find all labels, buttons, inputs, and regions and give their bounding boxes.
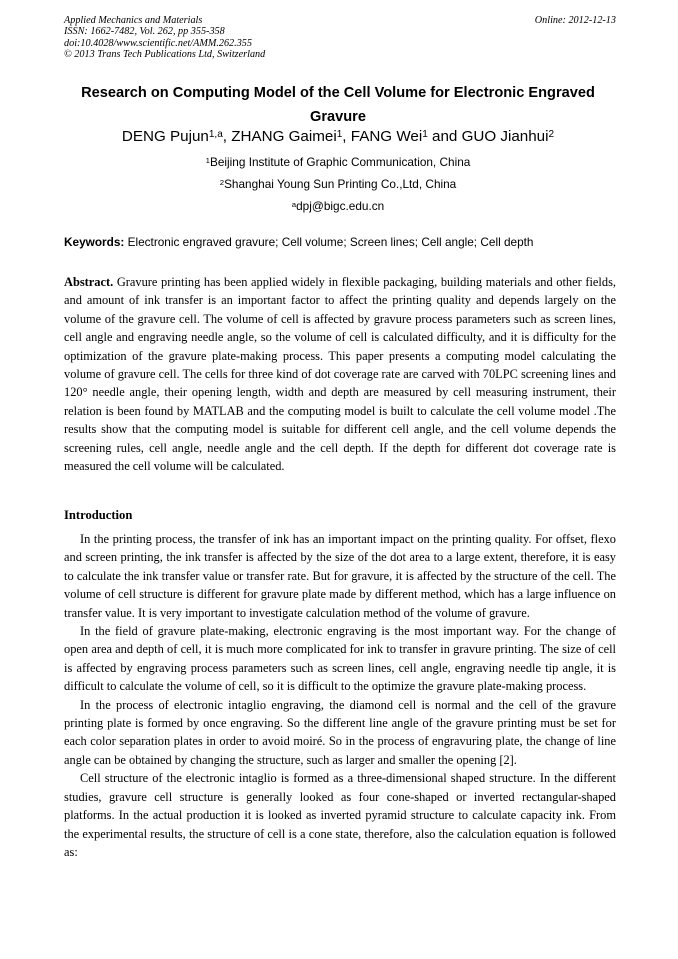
intro-paragraph: In the field of gravure plate-making, electronic engraving is the most important way. For the change of open area and depth of cell, it is much more complicated for ink to transfer in gravure printing. The size of cell is affected by engraving process parameters such as screen lines, cell angle, engraving needle tip angle, it is difficult to calculate the volume of cell, so it is difficult to the optimize the gravure plate-making process. [64, 624, 616, 694]
author-name: FANG Wei [350, 128, 423, 145]
journal-name: Applied Mechanics and Materials [64, 15, 203, 26]
abstract [64, 273, 616, 475]
author-email [64, 199, 612, 214]
keywords [64, 234, 616, 250]
affiliation-text: Beijing Institute of Graphic Communication, China [210, 155, 471, 169]
doi-line: doi:10.4028/www.scientific.net/AMM.262.355 [64, 37, 252, 49]
intro-paragraph: Cell structure of the electronic intaglio is formed as a three-dimensional shaped structure. In the different studies, gravure cell structure is generally looked as four cone-shaped or inverted rectangular-shaped platforms. In the actual production it is looked as inverted pyramid structure to calculate capacity ink. From the experimental results, the structure of cell is a cone state, therefore, also the calculation equation is followed as: [64, 771, 616, 859]
author-name: GUO Jianhui [461, 128, 549, 145]
author-list [64, 127, 612, 147]
introduction-section [64, 530, 616, 861]
author-sup: 2 [548, 128, 555, 140]
author-name: ZHANG Gaimei [231, 128, 337, 145]
author-sup: 1,a [208, 128, 223, 140]
author-sup: 1 [422, 128, 428, 140]
keywords-text: Electronic engraved gravure; Cell volume; Screen lines; Cell angle; Cell depth [127, 235, 534, 249]
abstract-label: Abstract. [64, 275, 114, 289]
paper-title: Research on Computing Model of the Cell Volume for Electronic Engraved Gravure [81, 85, 595, 125]
author-sep: , [222, 128, 232, 145]
author-sep: , [342, 128, 351, 145]
intro-paragraph: In the process of electronic intaglio engraving, the diamond cell is normal and the cell of the gravure printing plate is formed by once engraving. So the different line angle of the gravure printing must be set for each color separation plates in order to avoid moiré. So in the process of engravuring plate, the change of line angle can be obtained by changing the structure, such as larger and smaller the opening [2]. [64, 697, 616, 767]
copyright-line: © 2013 Trans Tech Publications Ltd, Switzerland [64, 48, 266, 60]
issn-line: ISSN: 1662-7482, Vol. 262, pp 355-358 [64, 26, 225, 38]
affiliation-sup: a [291, 199, 297, 209]
email-text: dpj@bigc.edu.cn [296, 199, 385, 213]
journal-header [64, 15, 616, 60]
abstract-text: Gravure printing has been applied widely in flexible packaging, building materials and other fields, and amount of ink transfer is an important factor to affect the printing quality and depends largely on the volume of the gravure cell. The volume of cell is affected by gravure process parameters such as screen lines, cell angle and engraving needle angle, so the volume of cell is calculated difficulty, and it is difficulty for the optimization of the gravure plate-making process. This paper presents a computing model calculating the volume of gravure cell. The cells for three kind of dot coverage rate are carved with 70LPC screening lines and 120° needle angle, their opening length, width and depth are measured by cell measuring instrument, their relation is been found by MATLAB and the computing model is built to calculate the cell volume model .The results show that the computing model is suitable for different cell angle, and the cell volume depends the screening rules, cell angle, needle angle and the cell depth. If the depth for different dot coverage rate is measured the cell volume will be calculated. [64, 275, 616, 474]
author-sep: and [427, 128, 462, 145]
section-heading-introduction: Introduction [64, 508, 133, 522]
author-name: DENG Pujun [121, 128, 209, 145]
author-sup: 1 [336, 128, 343, 140]
affiliation-2 [64, 177, 612, 192]
abstract-paragraph [64, 273, 616, 475]
online-date: Online: 2012-12-13 [534, 15, 616, 26]
keywords-label: Keywords: [64, 235, 125, 249]
affiliation-sup: 1 [205, 155, 210, 165]
affiliation-1 [64, 155, 612, 170]
intro-paragraph: In the printing process, the transfer of ink has an important impact on the printing quality. For offset, flexo and screen printing, the ink transfer is affected by the size of the dot area to a large extent, therefore, it is easy to calculate the ink transfer value or transfer rate. But for gravure, it is affected by the structure of the cell. The volume of cell structure is different for gravure plate made by different method, which has a large influence on transfer value. It is very important to investigate calculation method of the volume of gravure. [64, 532, 616, 620]
affiliation-text: Shanghai Young Sun Printing Co.,Ltd, China [224, 177, 457, 191]
affiliation-sup: 2 [219, 177, 225, 187]
